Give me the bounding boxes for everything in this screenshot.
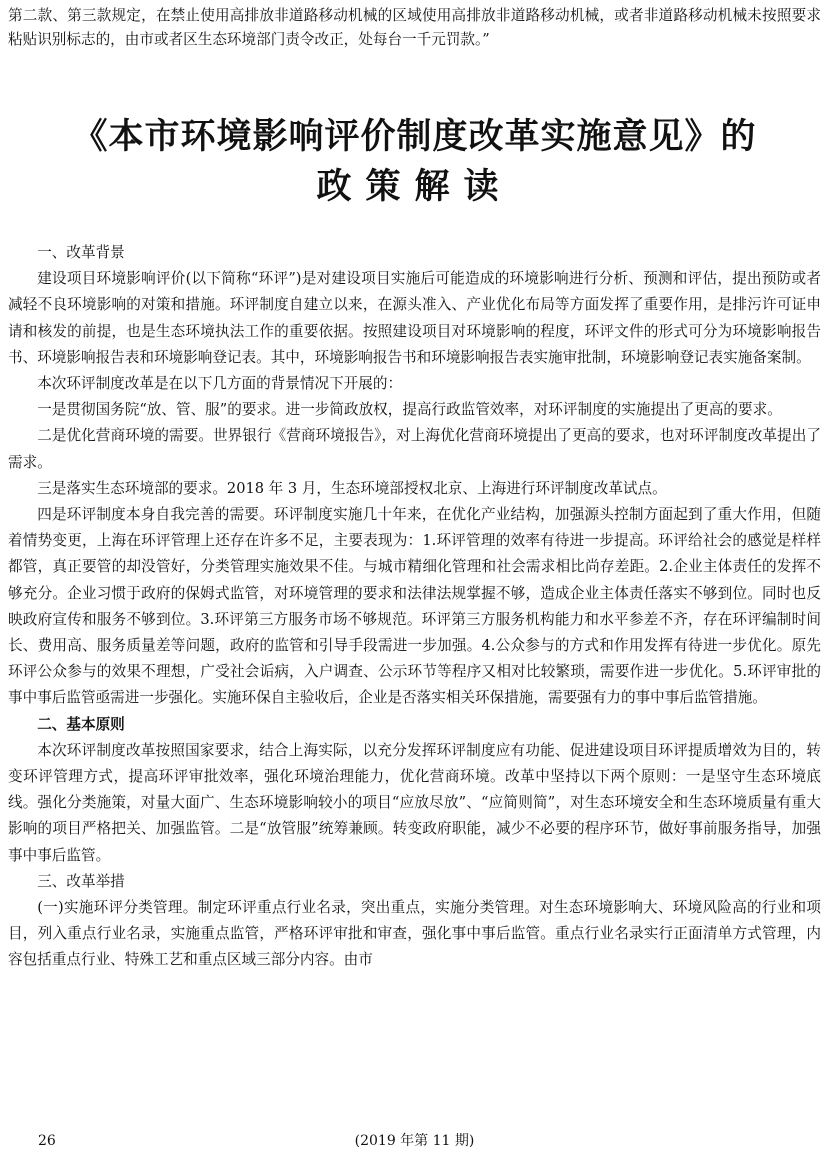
section-heading-measures: 三、改革举措 <box>37 872 125 890</box>
background-paragraph-1: 建设项目环境影响评价(以下简称“环评”)是对建设项目实施后可能造成的环境影响进行分析、预测和评估，提出预防或者减轻不良环境影响的对策和措施。环评制度自建立以来，在源头准入、产业优化布局等方面发挥了重要作用，是排污许可证申请和核发的前提，也是生态环境执法工作的重要依据。按照建设项目对环境影响的程度，环评文件的形式可分为环境影响报告书、环境影响报告表和环境影响登记表。其中，环境影响报告书和环境影响报告表实施审批制，环境影响登记表实施备案制。 <box>8 270 821 366</box>
section-heading-principles: 二、基本原则 <box>37 715 125 733</box>
issue-label: (2019 年第 11 期) <box>354 1133 475 1149</box>
background-paragraph-5: 三是落实生态环境部的要求。2018 年 3 月，生态环境部授权北京、上海进行环评制度改革试点。 <box>37 479 667 497</box>
measures-paragraph-1: (一)实施环评分类管理。制定环评重点行业名录，突出重点，实施分类管理。对生态环境影响大、环境风险高的行业和项目，列入重点行业名录，实施重点监管，严格环评审批和审查，强化事中事后监管。重点行业名录实行正面清单方式管理，内容包括重点行业、特殊工艺和重点区域三部分内容。由市 <box>8 899 821 969</box>
page-number: 26 <box>38 1133 56 1149</box>
document-title <box>8 112 821 212</box>
document-body <box>8 240 821 974</box>
principles-paragraph-1: 本次环评制度改革按照国家要求，结合上海实际，以充分发挥环评制度应有功能、促进建设项目环评提质增效为目的，转变环评管理方式，提高环评审批效率，强化环境治理能力，优化营商环境。改革中坚持以下两个原则：一是坚守生态环境底线。强化分类施策，对量大面广、生态环境影响较小的项目“应放尽放”、“应简则简”，对生态环境安全和生态环境质量有重大影响的项目严格把关、加强监管。二是“放管服”统筹兼顾。转变政府职能，减少不必要的程序环节，做好事前服务指导，加强事中事后监管。 <box>8 741 821 864</box>
section-heading-background: 一、改革背景 <box>37 244 125 261</box>
title-line-2: 政策解读 <box>316 166 513 207</box>
background-paragraph-3: 一是贯彻国务院“放、管、服”的要求。进一步简政放权，提高行政监管效率，对环评制度的实施提出了更高的要求。 <box>37 401 782 419</box>
intro-paragraph: 第二款、第三款规定，在禁止使用高排放非道路移动机械的区域使用高排放非道路移动机械，或者非道路移动机械未按照要求粘贴识别标志的，由市或者区生态环境部门责令改正，处每台一千元罚款。” <box>8 7 821 48</box>
title-line-1: 《本市环境影响评价制度改革实施意见》的 <box>72 116 757 157</box>
document-page <box>8 0 821 1149</box>
background-paragraph-4: 二是优化营商环境的需要。世界银行《营商环境报告》，对上海优化营商环境提出了更高的要求，也对环评制度改革提出了需求。 <box>8 427 821 471</box>
background-paragraph-6: 四是环评制度本身自我完善的需要。环评制度实施几十年来，在优化产业结构，加强源头控制方面起到了重大作用，但随着情势变更，上海在环评管理上还存在许多不足，主要表现为：1.环评管理的效率有待进一步提高。环评给社会的感觉是样样都管，真正要管的却没管好，分类管理实施效果不佳。与城市精细化管理和社会需求相比尚存差距。2.企业主体责任的发挥不够充分。企业习惯于政府的保姆式监管，对环境管理的要求和法律法规掌握不够，造成企业主体责任落实不够到位。同时也反映政府宣传和服务不够到位。3.环评第三方服务市场不够规范。环评第三方服务机构能力和水平参差不齐，存在环评编制时间长、费用高、服务质量差等问题，政府的监管和引导手段需进一步加强。4.公众参与的方式和作用发挥有待进一步优化。原先环评公众参与的效果不理想，广受社会诟病，入户调查、公示环节等程序又相对比较繁琐，需要作进一步优化。5.环评审批的事中事后监管亟需进一步强化。实施环保自主验收后，企业是否落实相关环保措施，需要强有力的事中事后监管措施。 <box>8 506 821 707</box>
background-paragraph-2: 本次环评制度改革是在以下几方面的背景情况下开展的： <box>37 375 403 393</box>
